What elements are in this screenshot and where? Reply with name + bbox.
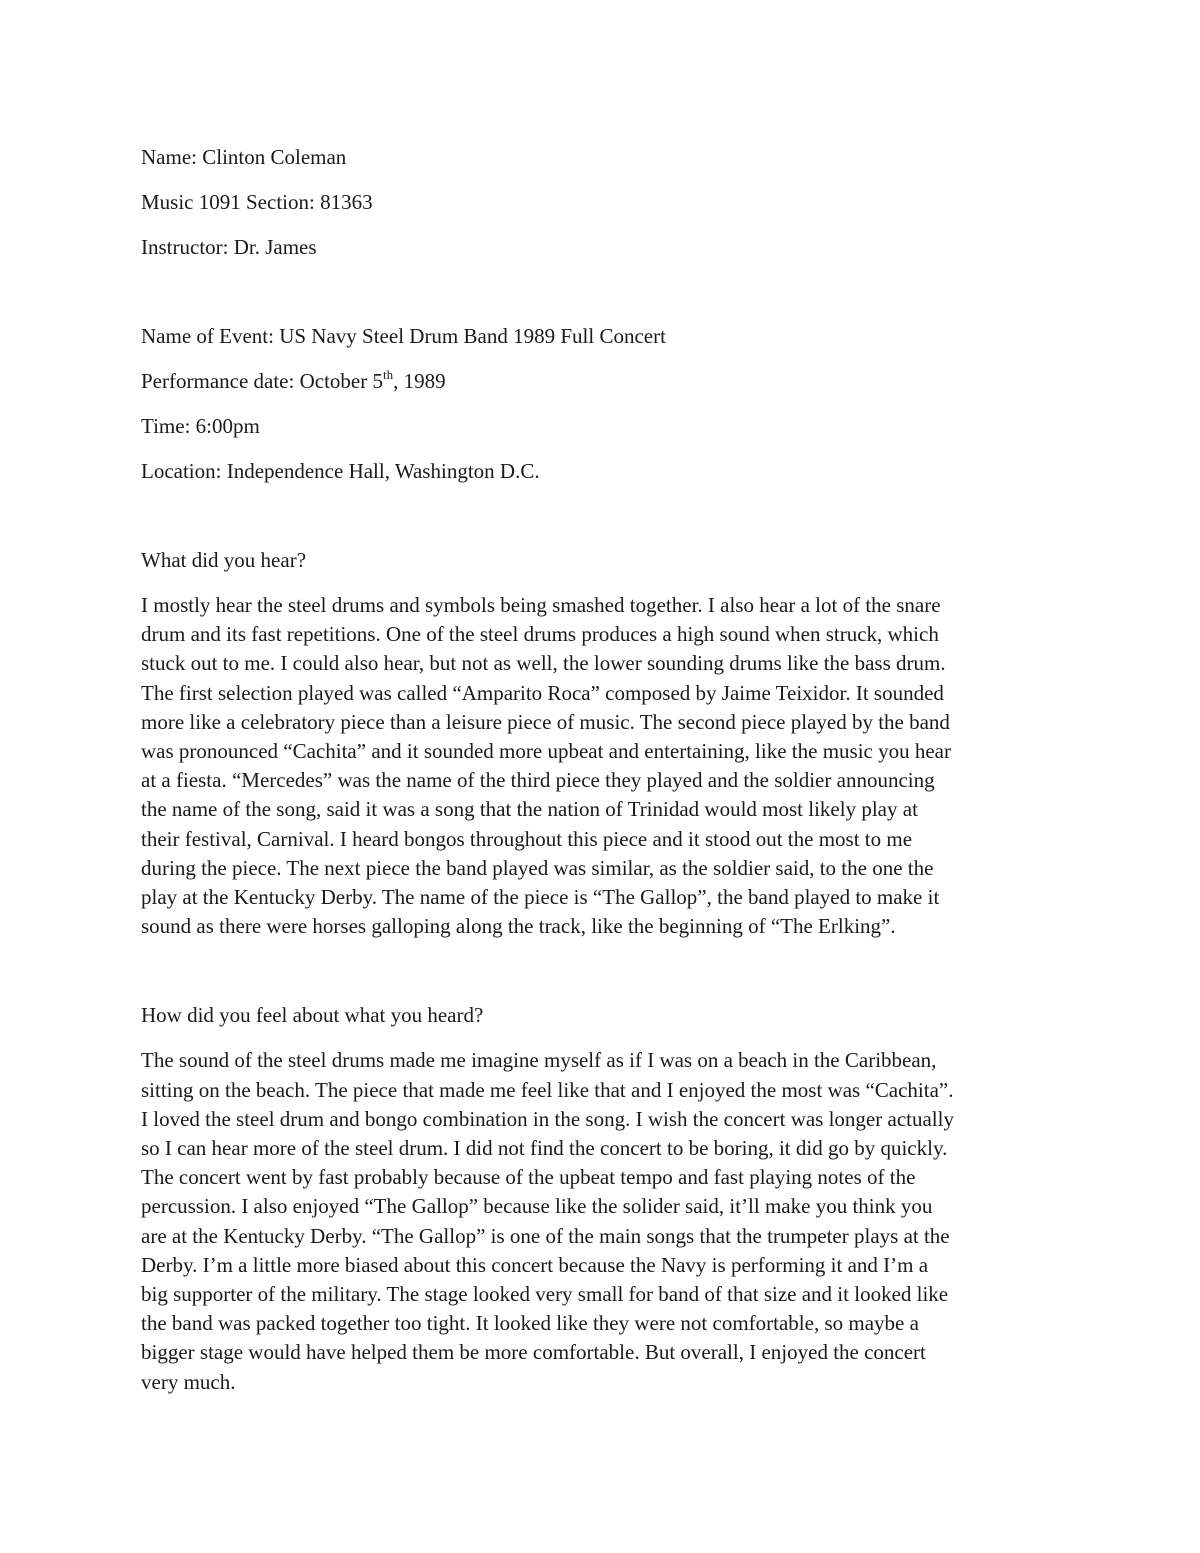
paragraph-line: The concert went by fast probably because of the upbeat tempo and fast playing notes of the: [141, 1165, 916, 1190]
course-section: Music 1091 Section: 81363: [141, 190, 373, 214]
paragraph-line: Derby. I’m a little more biased about this concert because the Navy is performing it and I’m a: [141, 1252, 929, 1277]
answer-how-felt: [141, 1046, 1056, 1396]
paragraph-line: was pronounced “Cachita” and it sounded more upbeat and entertaining, like the music you hear: [141, 739, 951, 764]
paragraph-line: drum and its fast repetitions. One of the steel drums produces a high sound when struck, which: [141, 622, 939, 647]
paragraph-line: I loved the steel drum and bongo combination in the song. I wish the concert was longer actually: [141, 1106, 954, 1131]
answer-what-heard: [141, 591, 1056, 941]
spacer: [141, 941, 1056, 1001]
paragraph-line: I mostly hear the steel drums and symbols being smashed together. I also hear a lot of the snare: [141, 593, 941, 617]
document-body: [141, 143, 1056, 1397]
paragraph-line: so I can hear more of the steel drum. I did not find the concert to be boring, it did go by quickly.: [141, 1136, 948, 1161]
paragraph-line: sound as there were horses galloping along the track, like the beginning of “The Erlking”.: [141, 914, 896, 939]
paragraph-line: the name of the song, said it was a song that the nation of Trinidad would most likely play at: [141, 797, 918, 822]
paragraph-line: are at the Kentucky Derby. “The Gallop” is one of the main songs that the trumpeter plays at the: [141, 1223, 950, 1248]
paragraph-line: their festival, Carnival. I heard bongos throughout this piece and it stood out the most to me: [141, 826, 913, 851]
question-how-felt: How did you feel about what you heard?: [141, 1003, 484, 1028]
paragraph-line: very much.: [141, 1369, 236, 1394]
performance-date-main: Performance date: October 5: [141, 369, 383, 393]
performance-date: [141, 367, 1056, 396]
paragraph-line: at a fiesta. “Mercedes” was the name of the third piece they played and the soldier announcing: [141, 768, 935, 793]
question-what-heard: What did you hear?: [141, 548, 307, 572]
event-name: Name of Event: US Navy Steel Drum Band 1989 Full Concert: [141, 324, 666, 348]
paragraph-line: sitting on the beach. The piece that made me feel like that and I enjoyed the most was “Cachita”.: [141, 1077, 954, 1102]
paragraph-line: The sound of the steel drums made me imagine myself as if I was on a beach in the Caribbean,: [141, 1048, 937, 1073]
paragraph-line: more like a celebratory piece than a leisure piece of music. The second piece played by the band: [141, 709, 950, 734]
paragraph-line: percussion. I also enjoyed “The Gallop” because like the solider said, it’ll make you think you: [141, 1194, 933, 1219]
paragraph-line: The first selection played was called “Amparito Roca” composed by Jaime Teixidor. It sounded: [141, 680, 944, 705]
paragraph-line: bigger stage would have helped them be more comfortable. But overall, I enjoyed the concert: [141, 1340, 926, 1365]
paragraph-line: stuck out to me. I could also hear, but not as well, the lower sounding drums like the bass drum.: [141, 651, 946, 676]
instructor: Instructor: Dr. James: [141, 235, 317, 259]
performance-date-ordinal: th: [382, 367, 394, 382]
paragraph-line: big supporter of the military. The stage looked very small for band of that size and it looked like: [141, 1282, 949, 1307]
performance-date-year: , 1989: [393, 369, 446, 393]
event-location: Location: Independence Hall, Washington D.C.: [141, 459, 540, 483]
student-name: Name: Clinton Coleman: [141, 145, 347, 169]
paragraph-line: play at the Kentucky Derby. The name of the piece is “The Gallop”, the band played to make it: [141, 885, 940, 910]
paragraph-line: during the piece. The next piece the band played was similar, as the soldier said, to the one the: [141, 855, 934, 880]
spacer: [141, 502, 1056, 546]
spacer: [141, 278, 1056, 322]
paragraph-line: the band was packed together too tight. It looked like they were not comfortable, so maybe a: [141, 1311, 919, 1336]
event-time: Time: 6:00pm: [141, 414, 260, 438]
